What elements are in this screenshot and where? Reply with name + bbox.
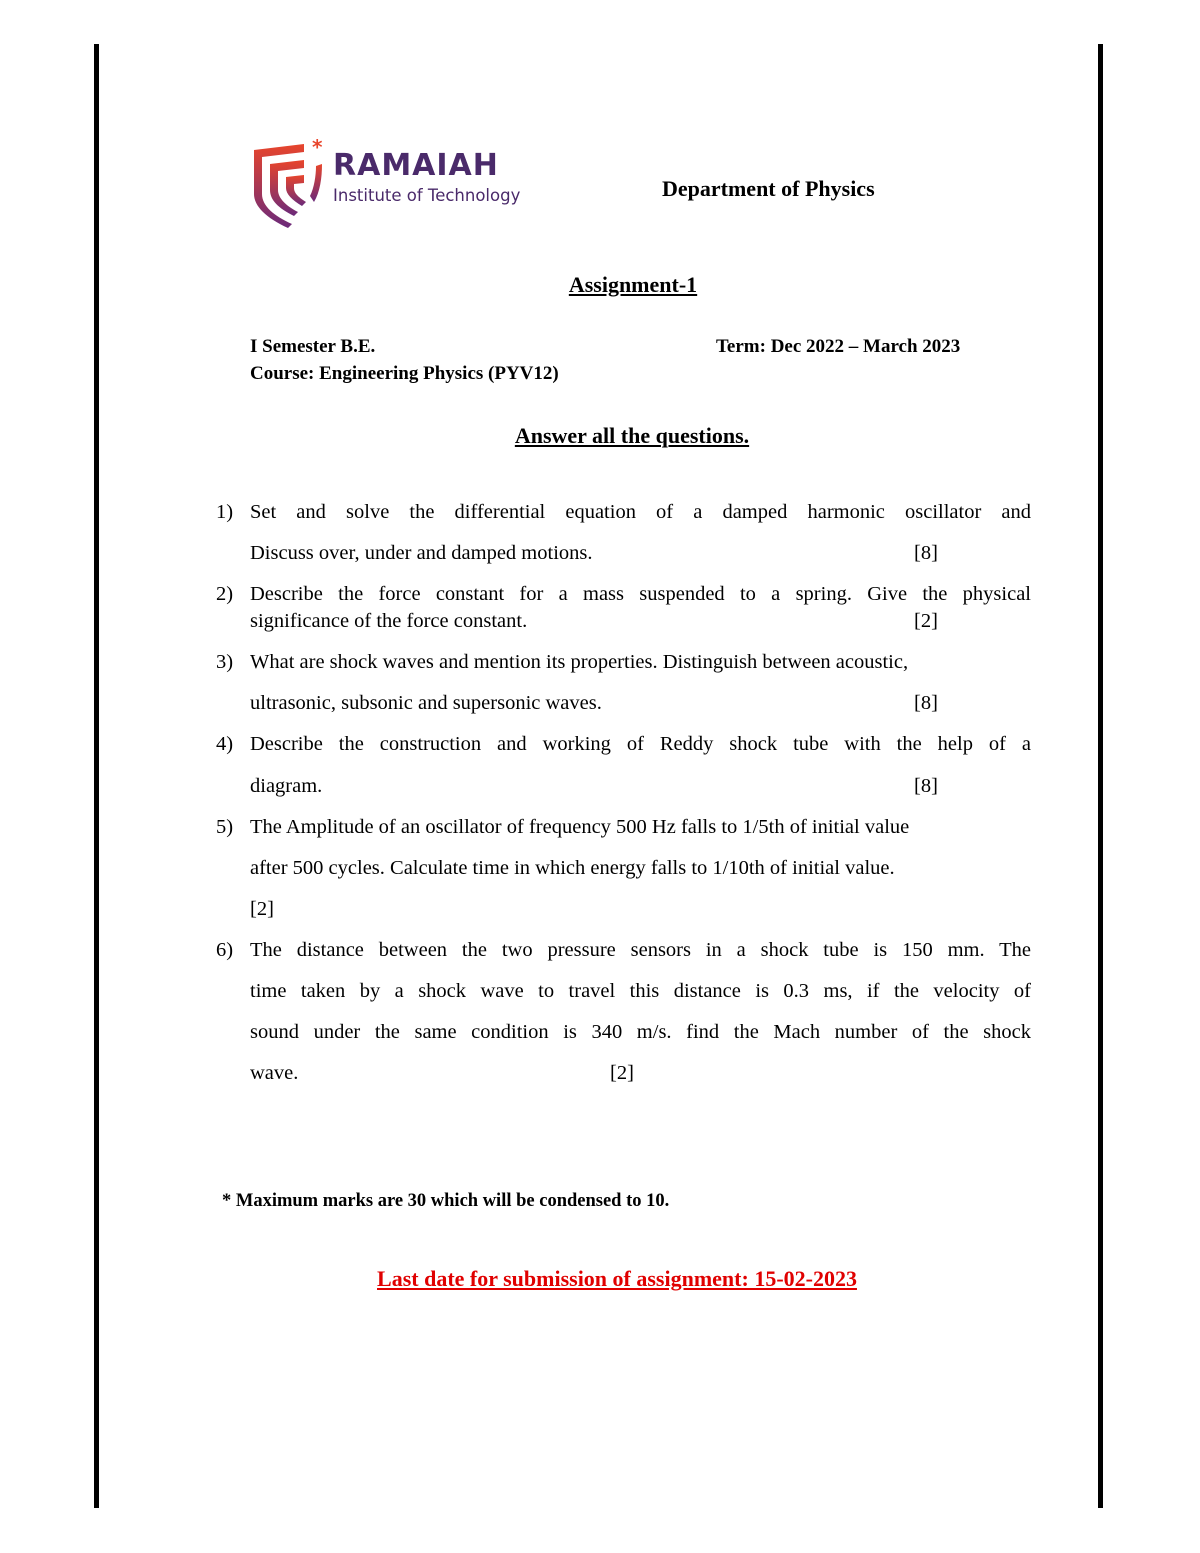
question-number: 1): [216, 501, 234, 523]
svg-text:*: *: [312, 136, 323, 159]
course-label: Course: Engineering Physics (PYV12): [250, 363, 559, 384]
question-text-line: after 500 cycles. Calculate time in which energy falls to 1/10th of initial value.: [250, 857, 895, 879]
assignment-title: Assignment-1: [568, 272, 698, 297]
instruction-heading: Answer all the questions.: [514, 423, 750, 448]
question-3-marks: [8]: [914, 692, 938, 714]
question-text-line: The Amplitude of an oscillator of frequency 500 Hz falls to 1/5th of initial value: [250, 816, 910, 838]
question-number: 6): [216, 939, 234, 961]
question-4-marks: [8]: [914, 775, 938, 797]
question-text-line: significance of the force constant.: [250, 610, 528, 632]
question-number: 2): [216, 583, 234, 605]
question-text-line: Discuss over, under and damped motions.: [250, 542, 593, 564]
question-text-line: sound under the same condition is 340 m/s. find the Mach number of the shock: [250, 1021, 1031, 1043]
logo-shield-icon: [248, 136, 328, 230]
question-marks: [2]: [250, 898, 274, 920]
institute-logo: [248, 136, 548, 230]
question-2-marks: [2]: [914, 610, 938, 632]
question-text-line: The distance between the two pressure sensors in a shock tube is 150 mm. The: [250, 939, 1031, 961]
question-number: 5): [216, 816, 234, 838]
question-6-marks: [2]: [610, 1062, 634, 1084]
semester-label: I Semester B.E.: [250, 336, 376, 357]
question-text-line: Describe the force constant for a mass suspended to a spring. Give the physical: [250, 583, 1031, 605]
question-text-line: time taken by a shock wave to travel this distance is 0.3 ms, if the velocity of: [250, 980, 1031, 1002]
question-number: 3): [216, 651, 234, 673]
question-number: 4): [216, 733, 234, 755]
question-text-line: ultrasonic, subsonic and supersonic waves.: [250, 692, 602, 714]
term-label: Term: Dec 2022 – March 2023: [716, 336, 961, 357]
department-title: Department of Physics: [662, 176, 875, 201]
logo-name: RAMAIAH: [333, 148, 499, 183]
question-text-line: diagram.: [250, 775, 323, 797]
question-text-line: Set and solve the differential equation of a damped harmonic oscillator and: [250, 501, 1031, 523]
question-1-marks: [8]: [914, 542, 938, 564]
max-marks-note: * Maximum marks are 30 which will be condensed to 10.: [222, 1191, 670, 1211]
question-text-line: Describe the construction and working of Reddy shock tube with the help of a: [250, 733, 1031, 755]
logo-subtitle: Institute of Technology: [333, 186, 521, 205]
question-text-line: wave.: [250, 1062, 299, 1084]
submission-deadline: Last date for submission of assignment: 15-02-2023: [377, 1266, 857, 1291]
question-text-line: What are shock waves and mention its properties. Distinguish between acoustic,: [250, 651, 909, 673]
